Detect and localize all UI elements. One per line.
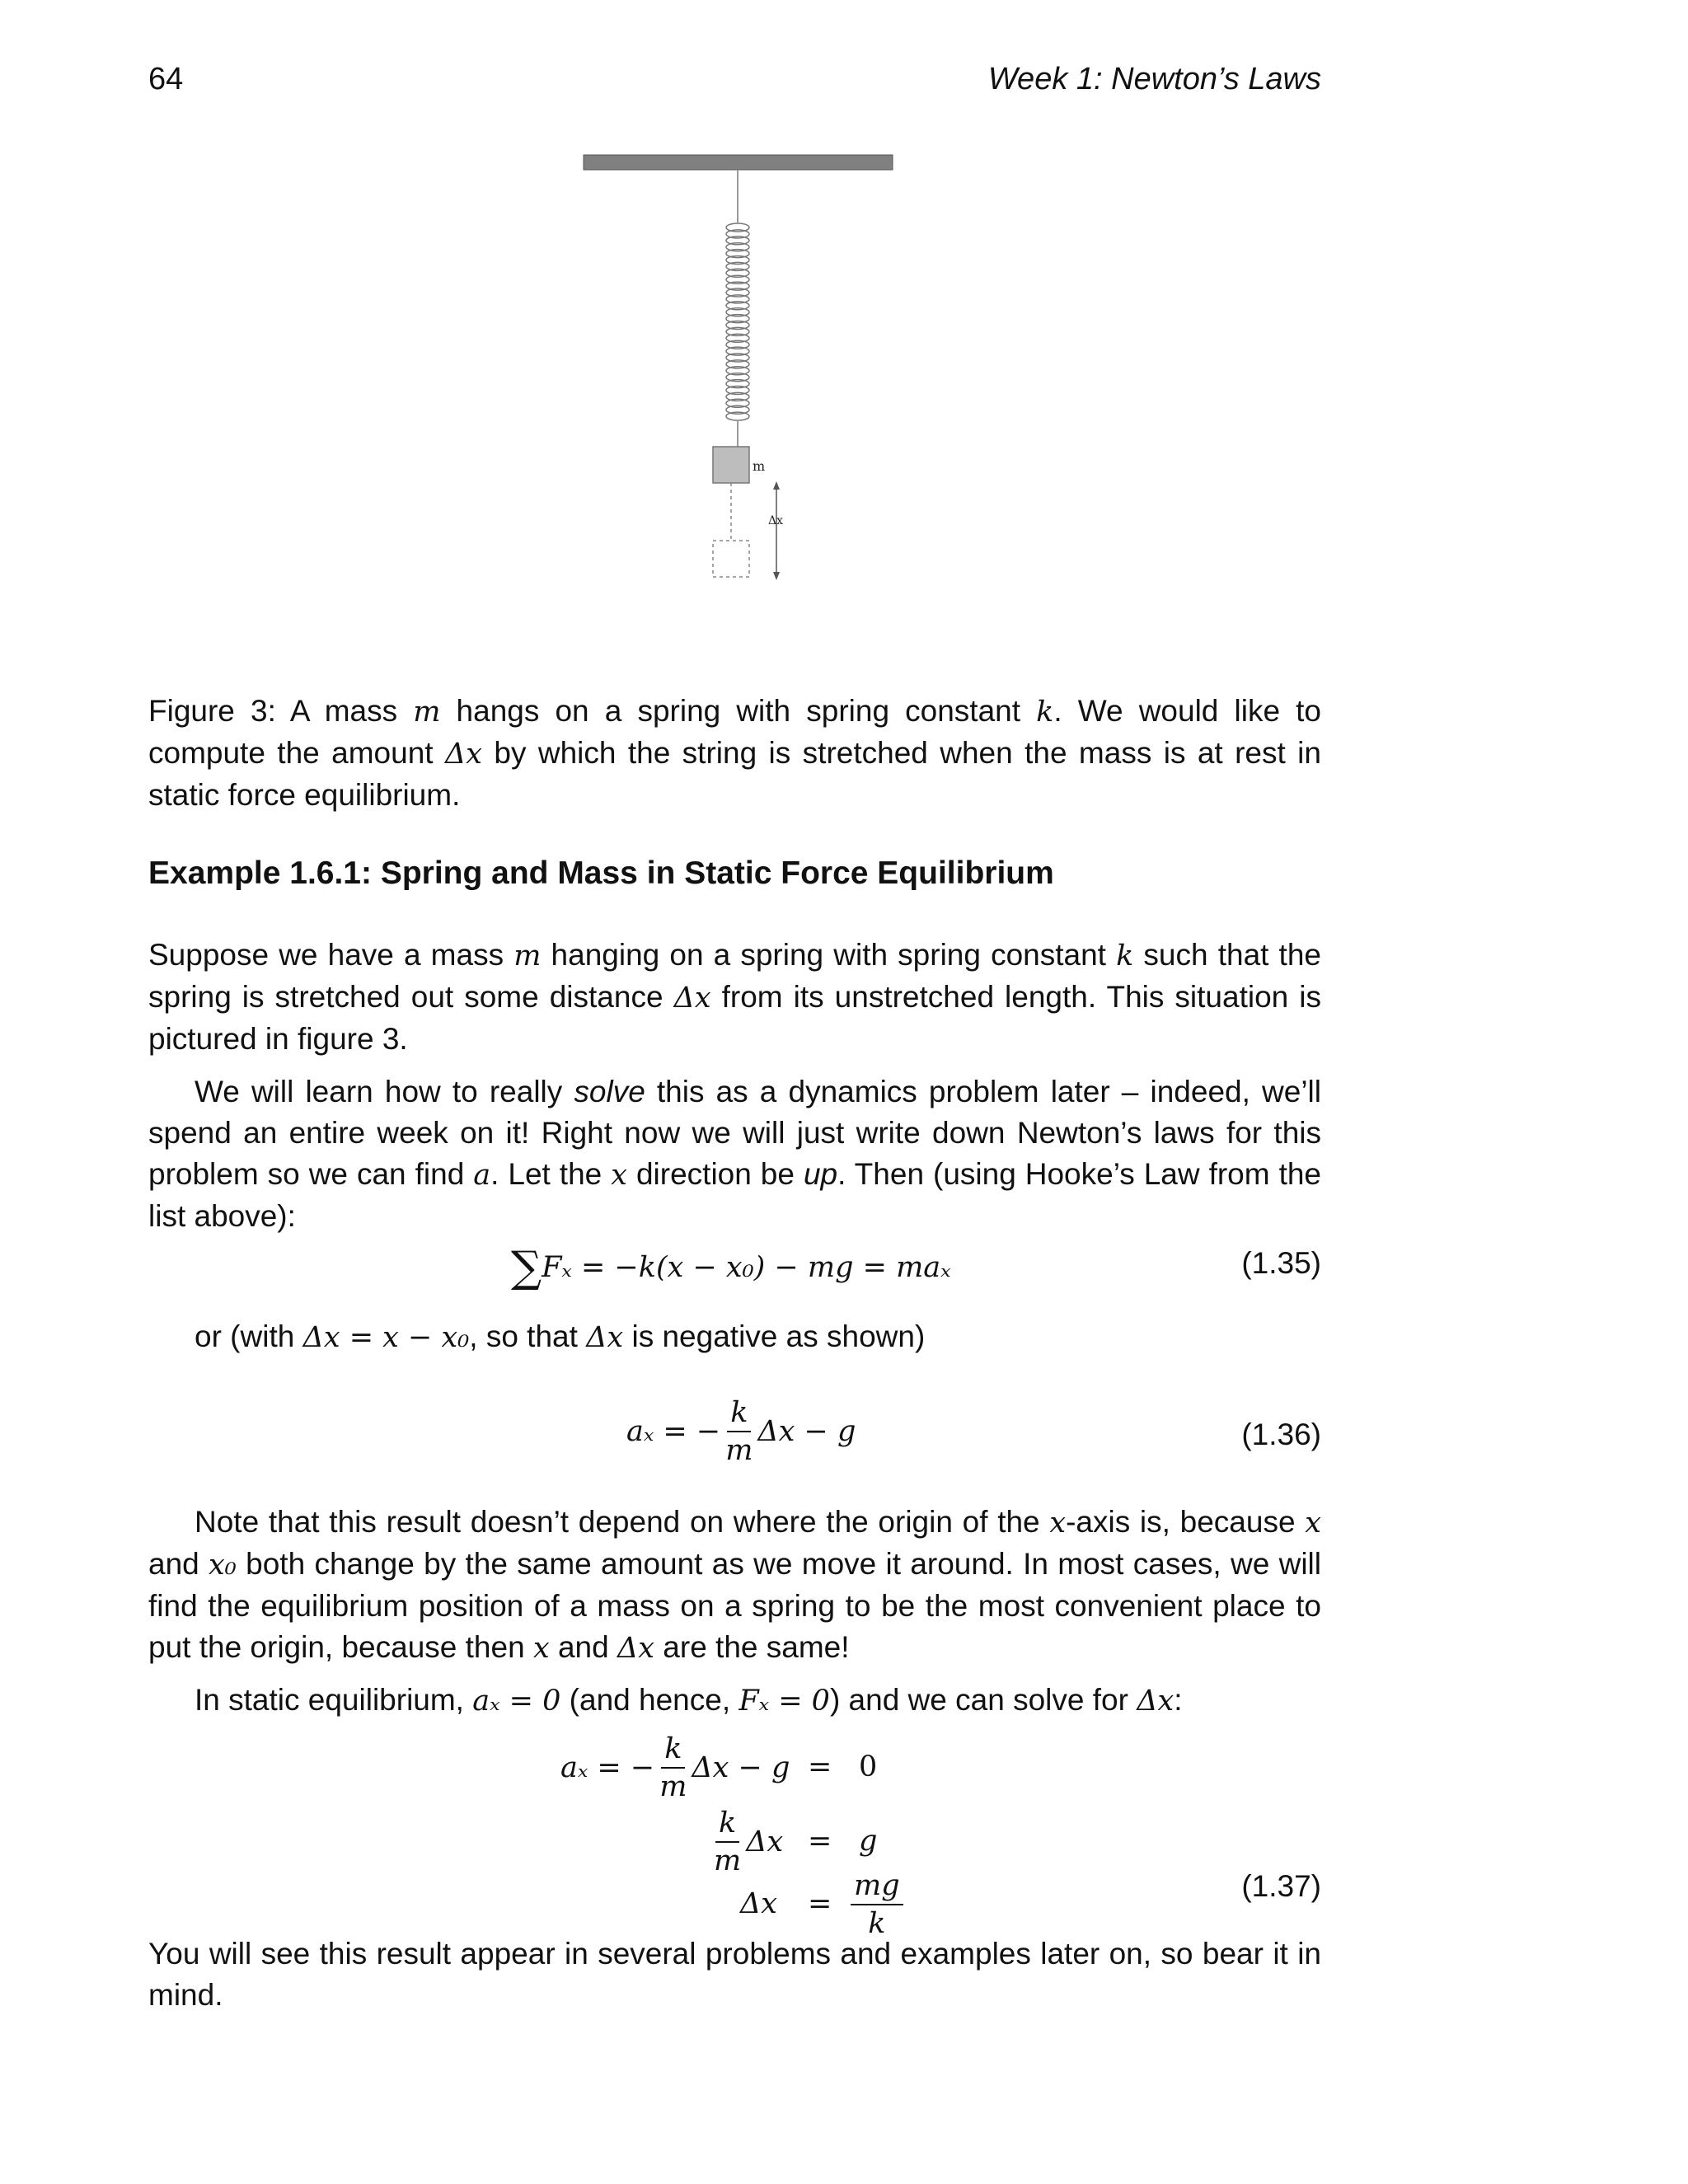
eq137-row-1-lhs: aₓ = − $\frac{k}{m}$ Δx − g bbox=[560, 1732, 790, 1803]
equation-number-1-37: (1.37) bbox=[1241, 1869, 1321, 1903]
paragraph-4: In static equilibrium, aₓ = 0 (and hence, Fₓ = 0) and we can solve for Δx: bbox=[195, 1683, 1183, 1718]
equation-number-1-35: (1.35) bbox=[1241, 1246, 1321, 1280]
example-heading: Example 1.6.1: Spring and Mass in Static Force Equilibrium bbox=[148, 855, 1054, 891]
paragraph-3: Note that this result doesn’t depend on where the origin of the x-axis is, because x and x₀ both change by the same amount as we move it around. In most cases, we will find the equilibrium position of a mass on a spring to be the most convenient place to put the origin, because then x and Δx are the same! bbox=[148, 1505, 1321, 1665]
spring-mass-figure bbox=[577, 148, 907, 593]
running-title: Week 1: Newton’s Laws bbox=[987, 62, 1321, 96]
spring-coils bbox=[726, 223, 749, 420]
delta-x-arrow-head-top bbox=[773, 481, 780, 490]
equation-1-37: aₓ = − $\frac{k}{m}$ Δx − g = 0 $\frac{k}{m}$ Δx = g Δx = $\frac{mg}{k}$ bbox=[560, 1731, 940, 1937]
paragraph-5: You will see this result appear in several problems and examples later on, so bear it in mind. bbox=[148, 1937, 1321, 2012]
ceiling-support bbox=[584, 155, 893, 170]
paragraph-2: We will learn how to really solve this as a dynamics problem later – indeed, we’ll spend an entire week on it! Right now we will just write down Newton’s laws for this problem so we can find a. Let the x direction be up. Then (using Hooke’s Law from the list above): bbox=[148, 1075, 1321, 1233]
mass-block bbox=[713, 447, 749, 483]
or-line: or (with Δx = x − x₀, so that Δx is negative as shown) bbox=[195, 1319, 926, 1354]
figure-caption: Figure 3: A mass m hangs on a spring with spring constant k. We would like to compute the amount Δx by which the string is stretched when the mass is at rest in static force equilibrium. bbox=[148, 694, 1321, 812]
equation-number-1-36: (1.36) bbox=[1241, 1418, 1321, 1451]
mass-label: m bbox=[753, 458, 766, 474]
equation-1-35: ∑Fₓ = −k(x − x₀) − mg = maₓ bbox=[511, 1243, 951, 1292]
eq137-row-2-lhs: $\frac{k}{m}$ Δx bbox=[714, 1807, 784, 1877]
page-number: 64 bbox=[148, 62, 184, 96]
equation-1-36: aₓ = − $\frac{k}{m}$ Δx − g bbox=[626, 1396, 856, 1467]
paragraph-1: Suppose we have a mass m hanging on a spring with spring constant k such that the spring is stretched out some distance Δx from its unstretched length. This situation is pictured in figure 3. bbox=[148, 938, 1321, 1056]
delta-x-label: Δx bbox=[768, 514, 784, 527]
unstretched-position-box bbox=[713, 541, 749, 577]
delta-x-arrow-head-bottom bbox=[773, 572, 780, 580]
